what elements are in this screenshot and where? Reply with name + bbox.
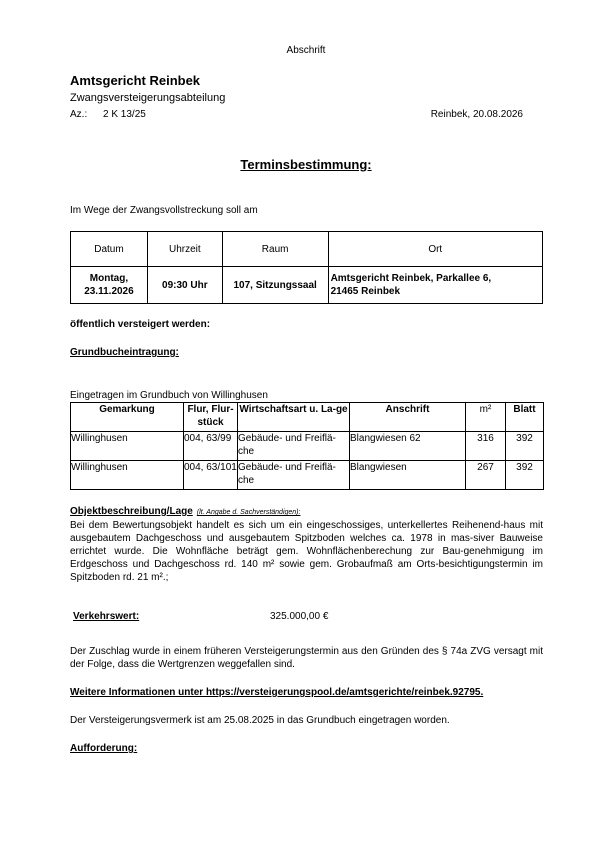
- appointment-row: [71, 267, 543, 304]
- header-blatt: Blatt: [506, 403, 544, 432]
- table-row: [71, 461, 544, 490]
- appointment-header-row: [71, 232, 543, 267]
- header-raum: Raum: [222, 232, 328, 267]
- appointment-place-line2: 21465 Reinbek: [330, 286, 401, 297]
- header-anschrift: Anschrift: [350, 403, 466, 432]
- table-row: [71, 432, 544, 461]
- object-heading-line: [70, 506, 300, 517]
- appointment-room: 107, Sitzungssaal: [222, 267, 328, 304]
- header-gemarkung: Gemarkung: [71, 403, 184, 432]
- cell-wirtschaftsart: Gebäude- und Freiflä-che: [238, 432, 350, 461]
- appointment-table: [70, 231, 543, 304]
- grundbuch-heading: Grundbucheintragung:: [70, 347, 179, 358]
- market-value: 325.000,00 €: [270, 611, 329, 622]
- intro-text: Im Wege der Zwangsvollstreckung soll am: [70, 205, 258, 216]
- object-description: Bei dem Bewertungsobjekt handelt es sich um ein eingeschossiges, unterkellertes Reihenend-haus mit ausgebautem Dachgeschoss und ausgebautem Spitzboden welches ca. 1978 in mas-siver Bauweise errichtet wurde. Die Wohnfläche beträgt gem. Wohnflächenberechung zur Bau-genehmigung im Erdgeschoss und Dachgeschoss rd. 140 m² sowie gem. Grobaufmaß am Orts-besichtigungstermin im Spitzboden rd. 21 m².;: [70, 520, 543, 583]
- header-wirtschaftsart: Wirtschaftsart u. La-ge: [238, 403, 350, 432]
- grundbuch-header-row: [71, 403, 544, 432]
- grundbuch-caption: Eingetragen im Grundbuch von Willinghusen: [70, 390, 268, 401]
- cell-flurstueck: 004, 63/101: [184, 461, 238, 490]
- object-heading-note: (lt. Angabe d. Sachverständigen):: [196, 509, 301, 516]
- award-note: Der Zuschlag wurde in einem früheren Versteigerungstermin aus den Gründen des § 74a ZVG versagt mit der Folge, dass die Wertgrenzen weggefallen sind.: [70, 646, 543, 670]
- appointment-weekday: Montag,: [89, 273, 129, 284]
- appointment-time: 09:30 Uhr: [147, 267, 222, 304]
- header-datum: Datum: [71, 232, 148, 267]
- file-number: 2 K 13/25: [103, 109, 146, 120]
- cell-anschrift: Blangwiesen: [350, 461, 466, 490]
- file-number-label: Az.:: [70, 109, 88, 120]
- appointment-place-line1: Amtsgericht Reinbek, Parkallee 6,: [330, 273, 492, 284]
- document-title: Terminsbestimmung:: [240, 157, 372, 172]
- cell-area: 316: [466, 432, 506, 461]
- cell-blatt: 392: [506, 432, 544, 461]
- registration-note: Der Versteigerungsvermerk ist am 25.08.2025 in das Grundbuch eingetragen worden.: [70, 715, 450, 726]
- place-date: Reinbek, 20.08.2026: [430, 109, 523, 120]
- appointment-date-value: 23.11.2026: [84, 286, 134, 297]
- cell-anschrift: Blangwiesen 62: [350, 432, 466, 461]
- cell-flurstueck: 004, 63/99: [184, 432, 238, 461]
- header-area: m²: [466, 403, 506, 432]
- cell-gemarkung: Willinghusen: [71, 461, 184, 490]
- header-flurstueck: Flur, Flur-stück: [184, 403, 238, 432]
- header-ort: Ort: [328, 232, 542, 267]
- cell-blatt: 392: [506, 461, 544, 490]
- court-name: Amtsgericht Reinbek: [70, 73, 201, 88]
- appointment-place: [328, 267, 542, 304]
- court-department: Zwangsversteigerungsabteilung: [70, 92, 226, 104]
- grundbuch-table: [70, 402, 544, 490]
- cell-gemarkung: Willinghusen: [71, 432, 184, 461]
- auction-note: öffentlich versteigert werden:: [70, 319, 211, 330]
- copy-note: Abschrift: [286, 45, 326, 56]
- market-value-label: Verkehrswert:: [73, 611, 140, 622]
- appointment-date: [71, 267, 148, 304]
- cell-area: 267: [466, 461, 506, 490]
- header-uhrzeit: Uhrzeit: [147, 232, 222, 267]
- cell-wirtschaftsart: Gebäude- und Freiflä-che: [238, 461, 350, 490]
- request-heading: Aufforderung:: [70, 743, 138, 754]
- info-link[interactable]: Weitere Informationen unter https://versteigerungspool.de/amtsgerichte/reinbek.92795.: [70, 687, 484, 698]
- object-heading: Objektbeschreibung/Lage: [70, 506, 193, 517]
